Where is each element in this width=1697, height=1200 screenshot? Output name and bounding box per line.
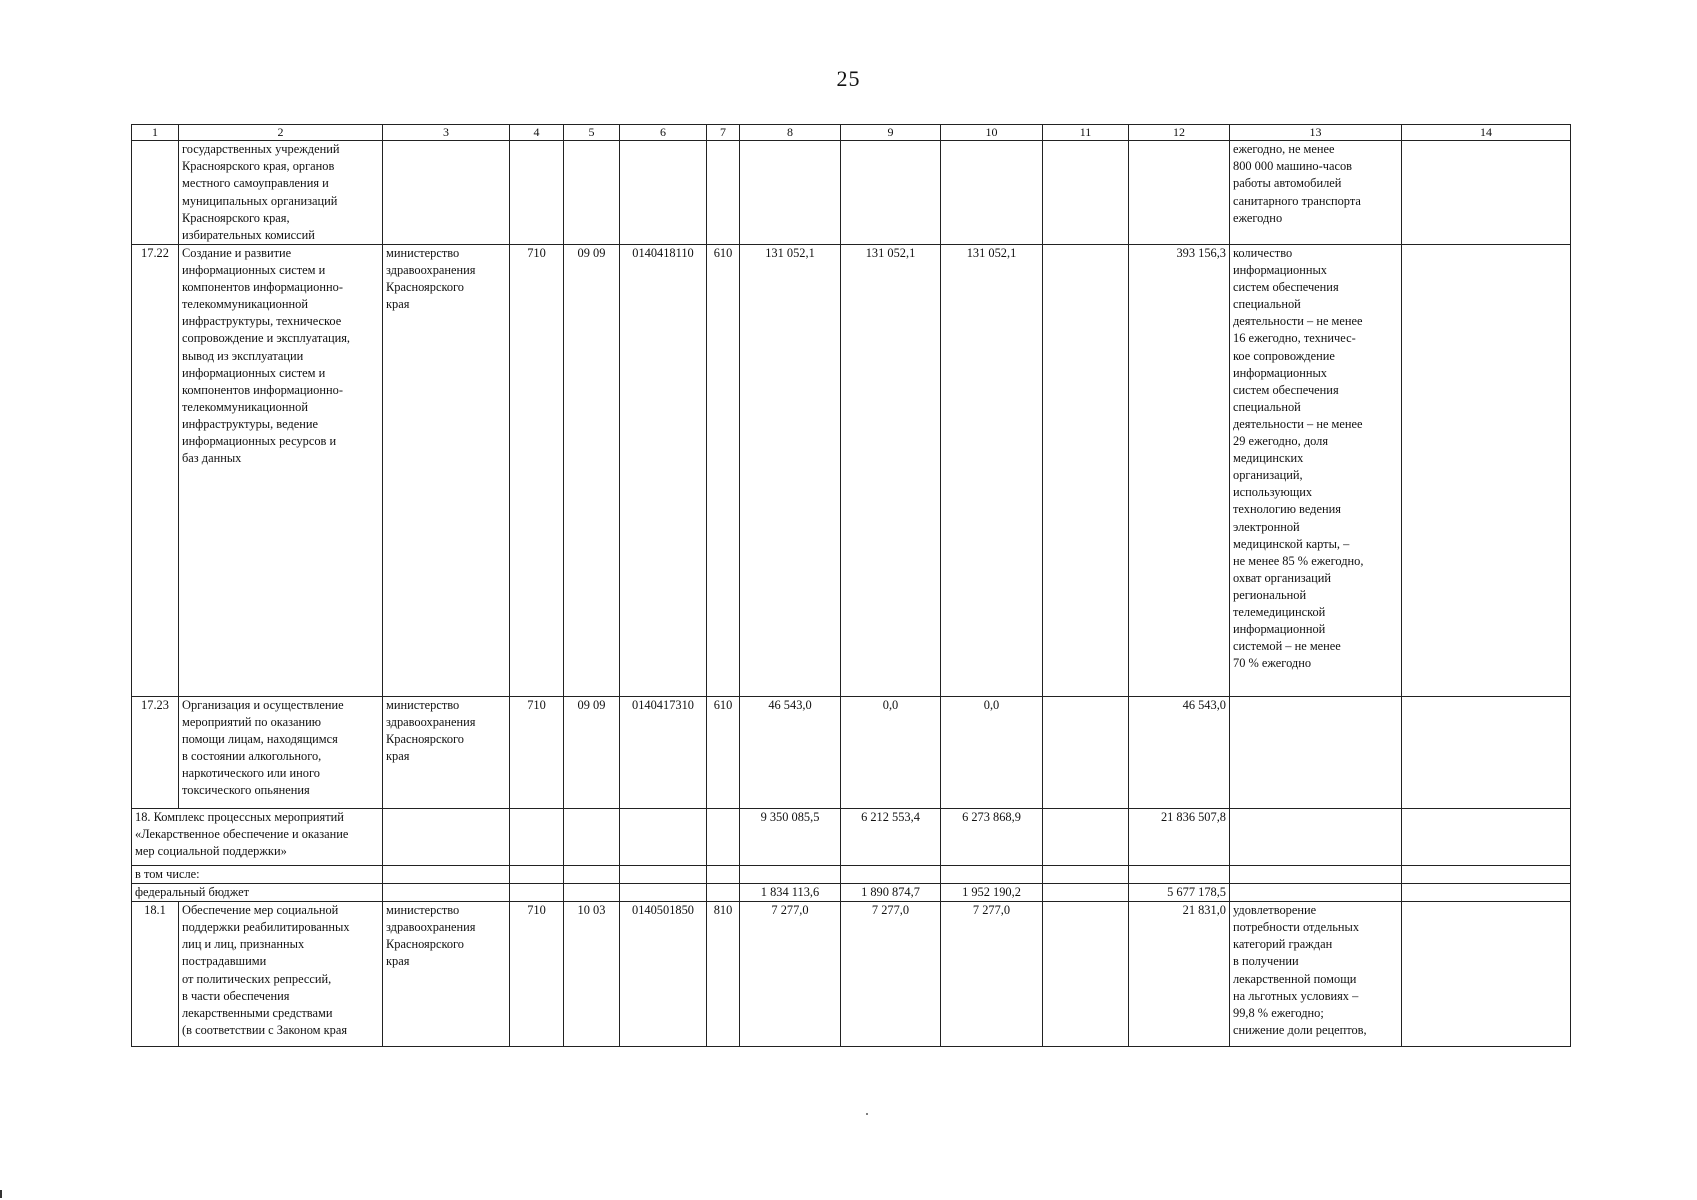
value-year-1: 9 350 085,5: [740, 808, 841, 865]
empty-cell: [620, 883, 707, 901]
rzpr-code: 10 03: [564, 902, 620, 1047]
value-col-11: [1043, 883, 1129, 901]
value-year-3: 6 273 868,9: [941, 808, 1043, 865]
value-year-3: 131 052,1: [941, 244, 1043, 696]
empty-cell: [707, 883, 740, 901]
col-14-cell: [1402, 696, 1571, 808]
table-row: [132, 696, 1571, 808]
column-header: 10: [941, 125, 1043, 141]
empty-cell: [1402, 808, 1571, 865]
value-total: 21 836 507,8: [1129, 808, 1230, 865]
value-year-3: 1 952 190,2: [941, 883, 1043, 901]
col-14-cell: [1402, 902, 1571, 1047]
label-row: [132, 865, 1571, 883]
column-header: 1: [132, 125, 179, 141]
executor: министерство здравоохранения Красноярского края: [383, 902, 510, 1047]
value-year-1: 7 277,0: [740, 902, 841, 1047]
value-col-11: [1043, 141, 1129, 245]
vr-code: [707, 141, 740, 245]
value-year-1: 46 543,0: [740, 696, 841, 808]
empty-cell: [1129, 865, 1230, 883]
value-year-2: 6 212 553,4: [841, 808, 941, 865]
value-col-11: [1043, 696, 1129, 808]
complex-row: [132, 808, 1571, 865]
value-total: 5 677 178,5: [1129, 883, 1230, 901]
value-col-11: [1043, 902, 1129, 1047]
empty-cell: [1230, 865, 1402, 883]
value-col-11: [1043, 808, 1129, 865]
col-14-cell: [1402, 141, 1571, 245]
table-row: [132, 244, 1571, 696]
empty-cell: [510, 883, 564, 901]
empty-cell: [383, 865, 510, 883]
column-header: 12: [1129, 125, 1230, 141]
value-year-2: [841, 141, 941, 245]
table-row: [132, 141, 1571, 245]
value-year-2: 1 890 874,7: [841, 883, 941, 901]
empty-cell: [841, 865, 941, 883]
value-total: 21 831,0: [1129, 902, 1230, 1047]
csr-code: 0140417310: [620, 696, 707, 808]
table-row: [132, 902, 1571, 1047]
empty-cell: [1230, 808, 1402, 865]
expected-result: ежегодно, не менее 800 000 машино-часов работы автомобилей санитарного транспорта ежегодно: [1230, 141, 1402, 245]
empty-cell: [383, 883, 510, 901]
row-number: 17.23: [132, 696, 179, 808]
value-year-1: [740, 141, 841, 245]
value-year-3: 0,0: [941, 696, 1043, 808]
column-header: 5: [564, 125, 620, 141]
page-number: 25: [836, 66, 861, 91]
value-total: [1129, 141, 1230, 245]
rzpr-code: [564, 141, 620, 245]
complex-title: 18. Комплекс процессных мероприятий «Лекарственное обеспечение и оказание мер социальной поддержки»: [132, 808, 383, 865]
empty-cell: [564, 883, 620, 901]
grbs-code: 710: [510, 696, 564, 808]
column-header: 8: [740, 125, 841, 141]
scan-edge-mark: [0, 1190, 2, 1198]
column-header: 9: [841, 125, 941, 141]
column-header: 4: [510, 125, 564, 141]
expected-result: количество информационных систем обеспечения специальной деятельности – не менее 16 ежегодно, техничес- кое сопровождение информационных систем обеспечения специальной деятельности – не менее 29 ежегодно, доля медицинских организаций, использующих технологию ведения электронной медицинской карты, – не менее 85 % ежегодно, охват организаций региональной телемедицинской информационной системой – не менее 70 % ежегодно: [1230, 244, 1402, 696]
executor: [383, 141, 510, 245]
column-header: 7: [707, 125, 740, 141]
value-year-3: 7 277,0: [941, 902, 1043, 1047]
column-header: 13: [1230, 125, 1402, 141]
value-year-2: 0,0: [841, 696, 941, 808]
value-year-3: [941, 141, 1043, 245]
empty-cell: [564, 865, 620, 883]
vr-code: 610: [707, 696, 740, 808]
expected-result: [1230, 696, 1402, 808]
empty-cell: [1402, 865, 1571, 883]
column-header: 11: [1043, 125, 1129, 141]
vr-code: 810: [707, 902, 740, 1047]
value-year-2: 7 277,0: [841, 902, 941, 1047]
activity-name: Создание и развитие информационных систем и компонентов информационно- телекоммуникационной инфраструктуры, техническое сопровождение и эксплуатация, вывод из эксплуатации информационных систем и компонентов информационно- телекоммуникационной инфраструктуры, ведение информационных ресурсов и баз данных: [179, 244, 383, 696]
empty-cell: [1402, 883, 1571, 901]
value-year-1: 131 052,1: [740, 244, 841, 696]
csr-code: 0140501850: [620, 902, 707, 1047]
expected-result: удовлетворение потребности отдельных категорий граждан в получении лекарственной помощи на льготных условиях – 99,8 % ежегодно; снижение доли рецептов,: [1230, 902, 1402, 1047]
rzpr-code: 09 09: [564, 696, 620, 808]
activity-name: государственных учреждений Красноярского края, органов местного самоуправления и муниципальных организаций Красноярского края, избирательных комиссий: [179, 141, 383, 245]
value-year-1: 1 834 113,6: [740, 883, 841, 901]
executor: министерство здравоохранения Красноярского края: [383, 696, 510, 808]
grbs-code: 710: [510, 902, 564, 1047]
row-number: 17.22: [132, 244, 179, 696]
vr-code: 610: [707, 244, 740, 696]
csr-code: [620, 141, 707, 245]
activity-name: Организация и осуществление мероприятий по оказанию помощи лицам, находящимся в состоянии алкогольного, наркотического или иного токсического опьянения: [179, 696, 383, 808]
empty-cell: [620, 865, 707, 883]
including-label: в том числе:: [132, 865, 383, 883]
column-header: 3: [383, 125, 510, 141]
grbs-code: 710: [510, 244, 564, 696]
row-number: [132, 141, 179, 245]
empty-cell: [1043, 865, 1129, 883]
empty-cell: [620, 808, 707, 865]
column-header: 6: [620, 125, 707, 141]
empty-cell: [383, 808, 510, 865]
program-activities-table: [131, 124, 1571, 1047]
empty-cell: [1230, 883, 1402, 901]
row-number: 18.1: [132, 902, 179, 1047]
empty-cell: [510, 808, 564, 865]
scan-speck: [866, 1113, 868, 1115]
column-header: 2: [179, 125, 383, 141]
csr-code: 0140418110: [620, 244, 707, 696]
value-col-11: [1043, 244, 1129, 696]
value-year-2: 131 052,1: [841, 244, 941, 696]
empty-cell: [707, 808, 740, 865]
budget-row: [132, 883, 1571, 901]
activity-name: Обеспечение мер социальной поддержки реабилитированных лиц и лиц, признанных пострадавшими от политических репрессий, в части обеспечения лекарственными средствами (в соответствии с Законом края: [179, 902, 383, 1047]
empty-cell: [564, 808, 620, 865]
budget-label: федеральный бюджет: [132, 883, 383, 901]
empty-cell: [510, 865, 564, 883]
rzpr-code: 09 09: [564, 244, 620, 696]
column-header: 14: [1402, 125, 1571, 141]
value-total: 393 156,3: [1129, 244, 1230, 696]
value-total: 46 543,0: [1129, 696, 1230, 808]
grbs-code: [510, 141, 564, 245]
column-numbers-row: [132, 125, 1571, 141]
empty-cell: [941, 865, 1043, 883]
empty-cell: [707, 865, 740, 883]
executor: министерство здравоохранения Красноярского края: [383, 244, 510, 696]
col-14-cell: [1402, 244, 1571, 696]
empty-cell: [740, 865, 841, 883]
